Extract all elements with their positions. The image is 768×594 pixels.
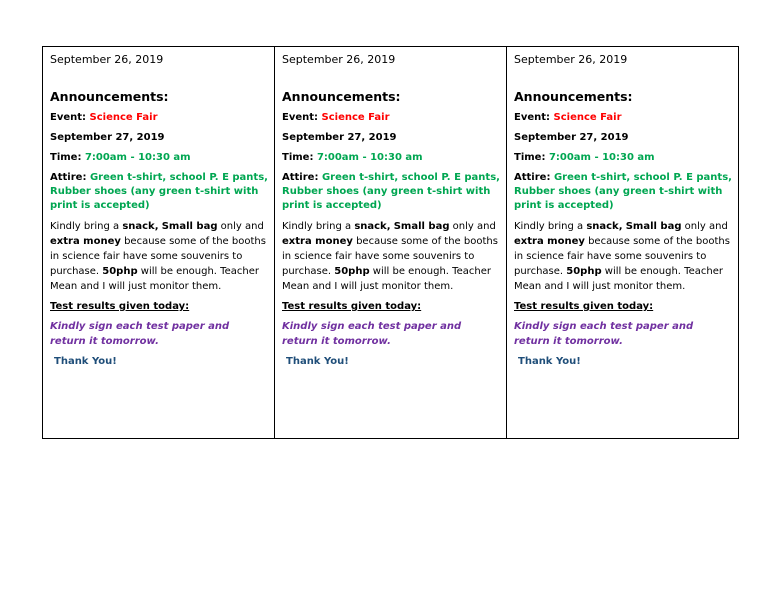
time-line: [514, 151, 732, 165]
body-bold-php: 50php: [334, 266, 370, 277]
body-text: only and: [681, 221, 728, 232]
event-label: Event:: [50, 112, 87, 123]
body-bold-smallbag: Small bag: [625, 221, 682, 232]
body-paragraph: [50, 219, 268, 294]
test-results-heading: Test results given today:: [50, 301, 190, 312]
event-label: Event:: [514, 112, 551, 123]
thank-you: Thank You!: [518, 356, 581, 367]
body-text: because some of the booths in science fair have some souvenirs to purchase.: [50, 236, 266, 277]
event-value: Science Fair: [321, 112, 390, 123]
event-line: [282, 111, 500, 125]
body-text: because some of the booths in science fair have some souvenirs to purchase.: [514, 236, 730, 277]
attire-value: Green t-shirt, school P. E pants, Rubber shoes (any green t-shirt with print is accepted): [50, 172, 268, 211]
test-note: Kindly sign each test paper and return it tomorrow.: [50, 321, 230, 347]
event-value: Science Fair: [553, 112, 622, 123]
body-bold-php: 50php: [102, 266, 138, 277]
test-note: Kindly sign each test paper and return it tomorrow.: [514, 321, 694, 347]
attire-label: Attire:: [50, 172, 87, 183]
body-bold-smallbag: Small bag: [161, 221, 218, 232]
attire-line: [50, 171, 268, 213]
body-bold-extra: extra money: [282, 236, 353, 247]
announcements-heading: Announcements:: [50, 89, 169, 104]
announcements-heading: Announcements:: [282, 89, 401, 104]
date: September 26, 2019: [282, 53, 396, 66]
time-value: 7:00am - 10:30 am: [84, 152, 191, 163]
time-label: Time:: [514, 152, 546, 163]
announcement-table: [42, 46, 739, 439]
body-bold-snack: snack,: [586, 221, 623, 232]
body-text: will be enough. Teacher Mean and I will just monitor them.: [50, 266, 259, 292]
attire-label: Attire:: [282, 172, 319, 183]
test-results-heading: Test results given today:: [514, 301, 654, 312]
body-bold-php: 50php: [566, 266, 602, 277]
attire-label: Attire:: [514, 172, 551, 183]
attire-value: Green t-shirt, school P. E pants, Rubber shoes (any green t-shirt with print is accepted): [282, 172, 500, 211]
body-text: will be enough. Teacher Mean and I will just monitor them.: [514, 266, 723, 292]
event-date: September 27, 2019: [282, 132, 397, 143]
announcements-heading: Announcements:: [514, 89, 633, 104]
body-bold-snack: snack,: [122, 221, 159, 232]
time-value: 7:00am - 10:30 am: [548, 152, 655, 163]
time-value: 7:00am - 10:30 am: [316, 152, 423, 163]
event-line: [50, 111, 268, 125]
body-bold-smallbag: Small bag: [393, 221, 450, 232]
event-label: Event:: [282, 112, 319, 123]
event-value: Science Fair: [89, 112, 158, 123]
attire-line: [514, 171, 732, 213]
test-note: Kindly sign each test paper and return it tomorrow.: [282, 321, 462, 347]
body-text: because some of the booths in science fair have some souvenirs to purchase.: [282, 236, 498, 277]
body-bold-extra: extra money: [514, 236, 585, 247]
event-date: September 27, 2019: [514, 132, 629, 143]
date: September 26, 2019: [50, 53, 164, 66]
attire-value: Green t-shirt, school P. E pants, Rubber shoes (any green t-shirt with print is accepted): [514, 172, 732, 211]
time-label: Time:: [282, 152, 314, 163]
event-line: [514, 111, 732, 125]
body-bold-extra: extra money: [50, 236, 121, 247]
body-text: will be enough. Teacher Mean and I will just monitor them.: [282, 266, 491, 292]
thank-you: Thank You!: [54, 356, 117, 367]
body-text: only and: [449, 221, 496, 232]
time-line: [282, 151, 500, 165]
body-paragraph: [282, 219, 500, 294]
event-date: September 27, 2019: [50, 132, 165, 143]
body-text: Kindly bring a: [50, 221, 123, 232]
announcement-column-3: [506, 47, 738, 438]
body-text: Kindly bring a: [514, 221, 587, 232]
attire-line: [282, 171, 500, 213]
body-text: Kindly bring a: [282, 221, 355, 232]
test-results-heading: Test results given today:: [282, 301, 422, 312]
time-line: [50, 151, 268, 165]
body-bold-snack: snack,: [354, 221, 391, 232]
thank-you: Thank You!: [286, 356, 349, 367]
announcement-column-1: [43, 47, 274, 438]
date: September 26, 2019: [514, 53, 628, 66]
announcement-column-2: [274, 47, 506, 438]
body-paragraph: [514, 219, 732, 294]
time-label: Time:: [50, 152, 82, 163]
body-text: only and: [217, 221, 264, 232]
